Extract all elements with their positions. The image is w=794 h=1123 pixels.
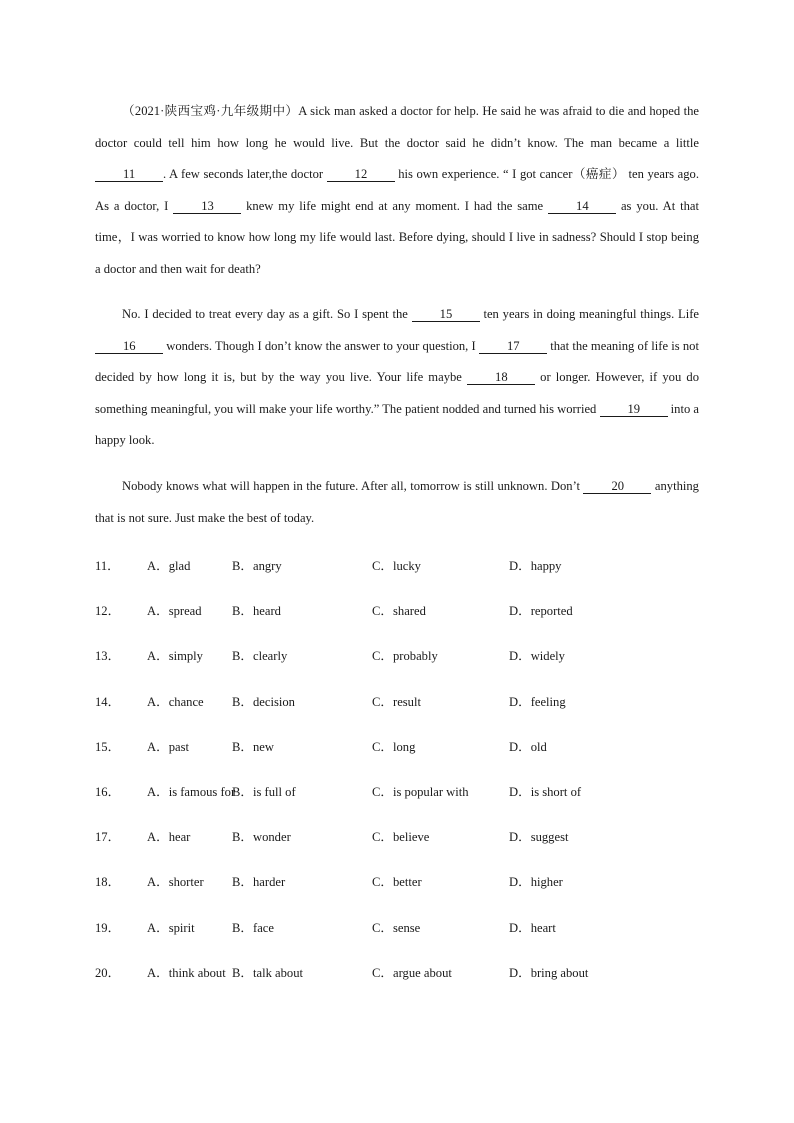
passage-text: his own experience. “ I got cancer（癌症） ten years ago. As a doctor, I xyxy=(95,167,699,213)
option-a: A．chance xyxy=(147,694,204,709)
passage-text: or longer. However, if you do something meaningful, you will make your life worthy.” The patient nodded and turned his worried xyxy=(95,370,699,416)
question-number: 13． xyxy=(95,649,121,664)
option-c: C．probably xyxy=(372,649,438,664)
passage-text: knew my life might end at any moment. I had the same xyxy=(241,198,549,213)
option-b: B．talk about xyxy=(232,965,304,980)
question-row xyxy=(95,730,715,775)
blank-19: 19 xyxy=(600,402,668,417)
blank-13: 13 xyxy=(173,199,241,214)
option-d: D．feeling xyxy=(509,694,566,709)
question-number: 18． xyxy=(95,875,121,890)
question-number: 20． xyxy=(95,965,121,980)
option-b: B．harder xyxy=(232,875,286,890)
option-c: C．shared xyxy=(372,604,426,619)
blank-16: 16 xyxy=(95,339,163,354)
option-b: B．heard xyxy=(232,604,281,619)
passage-text: that the meaning of life is not decided by how long it is, but by the way you live. Your life maybe xyxy=(95,338,699,385)
option-b: B．wonder xyxy=(232,830,291,845)
question-number: 11． xyxy=(95,559,120,573)
option-d: D．higher xyxy=(509,875,563,890)
question-number: 15． xyxy=(95,739,121,754)
question-number: 12． xyxy=(95,604,121,619)
option-b: B．clearly xyxy=(232,649,288,664)
passage-text: （2021·陕西宝鸡·九年级期中）A sick man asked a doctor for help. He said he was afraid to die and hoped the doctor could tell him how long he would live. But the doctor said he didn’t know. The man became a little xyxy=(95,104,699,150)
passage-text: . A few seconds later,the doctor xyxy=(163,167,327,182)
option-c: C．is popular with xyxy=(372,784,469,799)
option-c: C．argue about xyxy=(372,965,452,980)
option-c: C．long xyxy=(372,739,416,754)
question-row xyxy=(95,639,715,684)
option-a: A．hear xyxy=(147,830,191,845)
option-b: B．angry xyxy=(232,559,282,573)
blank-18: 18 xyxy=(467,370,535,385)
option-d: D．old xyxy=(509,739,547,754)
passage-text: ten years in doing meaningful things. Life xyxy=(479,307,699,321)
blank-15: 15 xyxy=(412,307,480,322)
blank-20: 20 xyxy=(583,479,651,494)
passage-text: as you. At that time，I was worried to know how long my life would last. Before dying, should I live in sadness? Should I stop being a doctor and then wait for death? xyxy=(95,198,699,276)
passage-text: No. I decided to treat every day as a gift. So I spent the xyxy=(122,307,412,321)
question-number: 19． xyxy=(95,920,121,935)
option-c: C．result xyxy=(372,694,421,709)
blank-12: 12 xyxy=(327,167,395,182)
option-d: D．happy xyxy=(509,559,562,573)
option-c: C．sense xyxy=(372,920,421,935)
option-d: D．widely xyxy=(509,649,565,664)
question-number: 16． xyxy=(95,784,121,799)
question-row xyxy=(95,685,715,730)
passage-paragraph-3 xyxy=(95,471,699,534)
option-a: A．spirit xyxy=(147,920,195,935)
blank-14: 14 xyxy=(548,199,616,214)
option-c: C．lucky xyxy=(372,559,421,573)
passage-paragraph-1 xyxy=(95,96,699,286)
option-d: D．heart xyxy=(509,920,556,935)
option-d: D．reported xyxy=(509,604,573,619)
option-b: B．face xyxy=(232,920,274,935)
blank-11: 11 xyxy=(95,167,163,182)
question-row xyxy=(95,549,715,594)
passage-text: wonders. Though I don’t know the answer to your question, I xyxy=(163,338,479,353)
option-a: A．shorter xyxy=(147,875,204,890)
question-row xyxy=(95,775,715,820)
option-a: A．past xyxy=(147,739,189,754)
option-a: A．is famous for xyxy=(147,784,236,799)
option-c: C．believe xyxy=(372,830,430,845)
blank-17: 17 xyxy=(479,339,547,354)
question-row xyxy=(95,956,715,1001)
question-number: 17． xyxy=(95,830,121,845)
option-c: C．better xyxy=(372,875,422,890)
question-row xyxy=(95,594,715,639)
question-number: 14． xyxy=(95,694,121,709)
answer-options-list xyxy=(95,549,715,1001)
option-a: A．simply xyxy=(147,649,203,664)
passage-text: into a happy look. xyxy=(95,401,699,448)
question-row xyxy=(95,911,715,956)
option-d: D．bring about xyxy=(509,965,589,980)
option-b: B．new xyxy=(232,739,274,754)
option-d: D．suggest xyxy=(509,830,569,845)
option-b: B．is full of xyxy=(232,784,296,799)
question-row xyxy=(95,820,715,865)
passage-paragraph-2 xyxy=(95,299,699,457)
option-a: A．spread xyxy=(147,604,202,619)
question-row xyxy=(95,865,715,910)
option-d: D．is short of xyxy=(509,784,582,799)
option-b: B．decision xyxy=(232,694,295,709)
passage-text: anything that is not sure. Just make the best of today. xyxy=(95,479,699,525)
option-a: A．think about xyxy=(147,965,226,980)
passage-text: Nobody knows what will happen in the future. After all, tomorrow is still unknown. Don’t xyxy=(122,479,584,493)
option-a: A．glad xyxy=(147,559,191,573)
